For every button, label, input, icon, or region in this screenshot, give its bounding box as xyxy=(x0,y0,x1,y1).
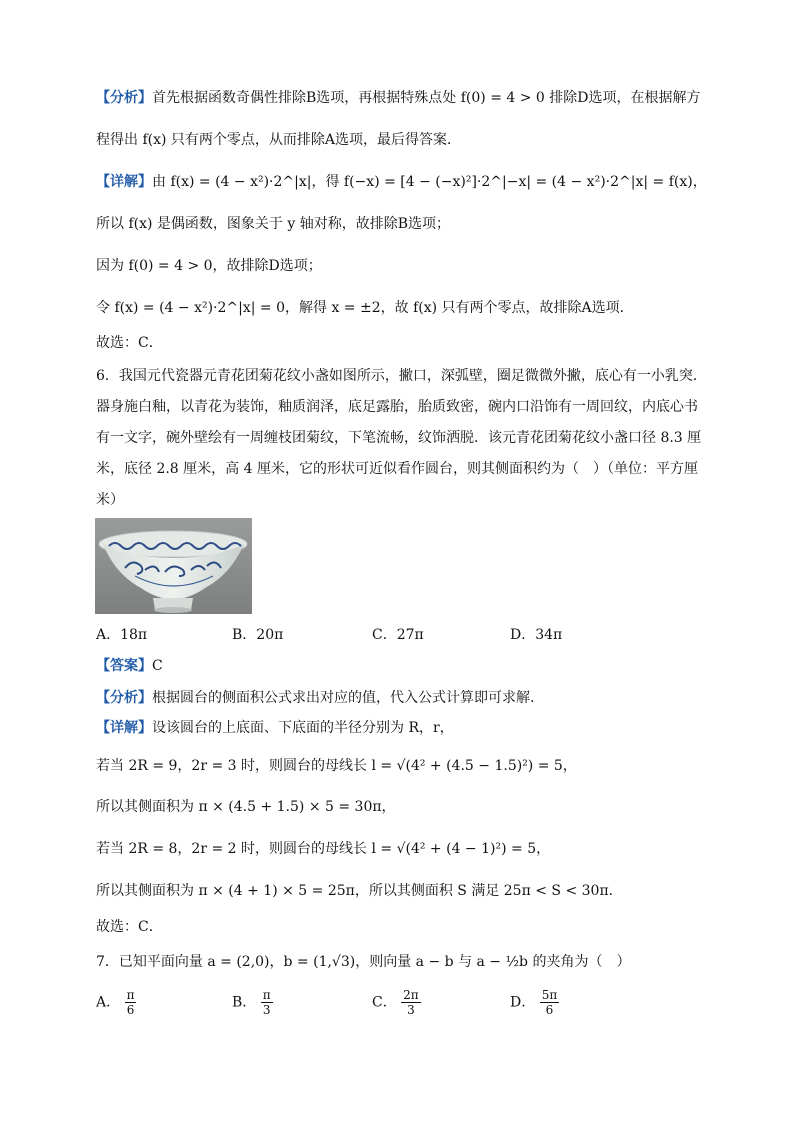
q6-option-b: B．20π xyxy=(232,627,284,643)
q7-option-c xyxy=(372,988,421,1017)
q6-stem-line4: 米，底径 2.8 厘米，高 4 厘米，它的形状可近似看作圆台，则其侧面积约为（ ）（单位：平方厘 xyxy=(96,461,698,477)
q6-choice: 故选：C． xyxy=(96,919,163,935)
fraction-denominator: 6 xyxy=(126,1003,135,1017)
q6-answer-line xyxy=(96,656,163,676)
q6-option-c: C．27π xyxy=(372,627,424,643)
q7-stem: 7．已知平面向量 a = (2,0)，b = (1,√3)，则向量 a − b 与 a − ½b 的夹角为（ ） xyxy=(96,954,631,970)
q7-option-c-letter: C． xyxy=(372,994,397,1011)
q6-stem-line2: 器身施白釉，以青花为装饰，釉质润泽，底足露胎，胎质致密，碗内口沿饰有一周回纹，内底心书 xyxy=(96,399,698,415)
q6-stem-line3: 有一文字，碗外壁绘有一周缠枝团菊纹，下笔流畅，纹饰洒脱．该元青花团菊花纹小盏口径 8.3 厘 xyxy=(96,430,702,446)
fraction-denominator: 3 xyxy=(407,1003,415,1017)
q6-analysis-text: 根据圆台的侧面积公式求出对应的值，代入公式计算即可求解. xyxy=(152,690,535,706)
q7-option-b-fraction xyxy=(261,988,273,1017)
q6-detail-line5: 所以其侧面积为 π × (4 + 1) × 5 = 25π，所以其侧面积 S 满足 25π < S < 30π． xyxy=(96,883,623,899)
detail-tag: 【详解】 xyxy=(96,720,152,736)
q7-option-a xyxy=(96,988,136,1017)
q5-analysis-line2: 程得出 f(x) 只有两个零点，从而排除A选项，最后得答案． xyxy=(96,132,462,148)
q5-analysis-text1: 首先根据函数奇偶性排除B选项，再根据特殊点处 f(0) = 4 > 0 排除D选项，在根据解方 xyxy=(152,90,701,106)
fraction-numerator: π xyxy=(126,988,135,1002)
fraction-numerator: 5π xyxy=(541,988,558,1002)
q6-analysis-line xyxy=(96,688,534,708)
q7-option-d-fraction xyxy=(540,988,560,1017)
fraction-denominator: 3 xyxy=(262,1003,271,1017)
q5-detail-line4: 令 f(x) = (4 − x²)·2^|x| = 0，解得 x = ±2，故 f(x) 只有两个零点，故排除A选项． xyxy=(96,300,634,316)
q6-detail-line1 xyxy=(96,718,454,738)
fraction-numerator: 2π xyxy=(403,988,419,1002)
q7-option-d-letter: D． xyxy=(510,994,536,1011)
q6-detail-line3: 所以其侧面积为 π × (4.5 + 1.5) × 5 = 30π， xyxy=(96,799,396,815)
q6-detail-text1: 设该圆台的上底面、下底面的半径分别为 R，r， xyxy=(152,720,454,736)
q6-option-d: D．34π xyxy=(510,627,563,643)
answer-tag: 【答案】 xyxy=(96,658,152,674)
detail-tag: 【详解】 xyxy=(96,174,152,190)
q6-answer: C xyxy=(152,658,163,674)
fraction-numerator: π xyxy=(262,988,271,1002)
q6-detail-line4: 若当 2R = 8，2r = 2 时，则圆台的母线长 l = √(4² + (4 − 1)²) = 5， xyxy=(96,841,551,857)
q5-detail-line2: 所以 f(x) 是偶函数，图象关于 y 轴对称，故排除B选项； xyxy=(96,216,450,232)
q5-analysis-line1 xyxy=(96,88,701,108)
fraction-denominator: 6 xyxy=(545,1003,554,1017)
bowl-photo xyxy=(95,518,252,614)
q5-detail-line1 xyxy=(96,172,707,192)
analysis-tag: 【分析】 xyxy=(96,90,152,106)
q6-detail-line2: 若当 2R = 9，2r = 3 时，则圆台的母线长 l = √(4² + (4.5 − 1.5)²) = 5， xyxy=(96,758,577,774)
q5-detail-line3: 因为 f(0) = 4 > 0，故排除D选项； xyxy=(96,258,322,274)
analysis-tag: 【分析】 xyxy=(96,690,152,706)
q7-option-b-letter: B． xyxy=(232,994,257,1011)
q7-option-a-letter: A． xyxy=(96,994,121,1011)
q7-option-d xyxy=(510,988,559,1017)
q6-option-a: A．18π xyxy=(96,627,148,643)
q7-option-a-fraction xyxy=(125,988,137,1017)
q6-stem-line5: 米） xyxy=(96,492,124,508)
q7-option-c-fraction xyxy=(401,988,421,1017)
q5-detail-text1: 由 f(x) = (4 − x²)·2^|x|，得 f(−x) = [4 − (−x)²]·2^|−x| = (4 − x²)·2^|x| = f(x)， xyxy=(152,174,707,190)
q6-stem-line1: 6．我国元代瓷器元青花团菊花纹小盏如图所示，撇口，深弧壁，圈足微微外撇，底心有一小乳突． xyxy=(96,368,707,384)
q5-choice: 故选：C． xyxy=(96,335,163,351)
q7-option-b xyxy=(232,988,273,1017)
